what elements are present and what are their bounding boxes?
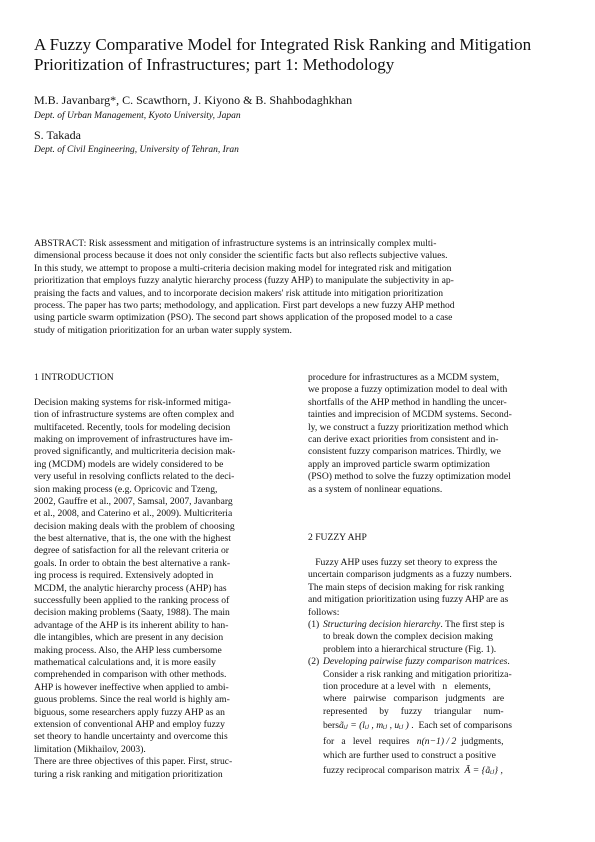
paper-title-line-1: A Fuzzy Comparative Model for Integrated Risk Ranking and Mitigation xyxy=(34,35,532,54)
list-item-line: which are further used to construct a positive xyxy=(323,750,496,762)
list-item-text: . xyxy=(507,656,510,668)
author-list-secondary: S. Takada xyxy=(34,128,81,142)
list-item-label: (1) xyxy=(308,619,320,631)
list-item-title: Structuring decision hierarchy xyxy=(323,619,441,631)
body-line: comprehended in comparison with other methods. xyxy=(34,669,227,681)
abstract-line: dimensional process because it does not only consider the scientific facts but also reflects subjective values. xyxy=(34,250,448,262)
body-line: dle intangibles, which are present in any decision xyxy=(34,632,224,644)
body-line: limitation (Mikhailov, 2003). xyxy=(34,743,146,755)
list-item-step-1 xyxy=(308,619,562,631)
body-line: consistent fuzzy comparison matrices. Thirdly, we xyxy=(308,446,501,458)
body-line: making process. Also, the AHP less cumbersome xyxy=(34,644,222,656)
body-line: apply an improved particle swarm optimization xyxy=(308,458,490,470)
list-item-title: Developing pairwise fuzzy comparison matrices xyxy=(323,656,508,668)
body-line: multifaceted. Recently, tools for modeling decision xyxy=(34,421,231,433)
body-line: can derive exact priorities from consistent and in- xyxy=(308,433,499,445)
body-line: guous problems. Since the real world is highly am- xyxy=(34,694,230,706)
judgment-count-formula: n(n−1) / 2 xyxy=(416,736,457,748)
body-line: we propose a fuzzy optimization model to deal with xyxy=(308,384,508,396)
body-line: The main steps of decision making for risk ranking xyxy=(308,581,505,593)
author-list: M.B. Javanbarg*, C. Scawthorn, J. Kiyono & B. Shahbodaghkhan xyxy=(34,93,353,107)
body-line: ly, we construct a fuzzy prioritization method which xyxy=(308,421,509,433)
body-line: uncertain comparison judgments as a fuzzy numbers. xyxy=(308,569,512,581)
paragraph-gap xyxy=(34,384,288,396)
list-item-line: to break down the complex decision making xyxy=(323,631,493,643)
inline-text: judgments, xyxy=(456,736,504,748)
right-column xyxy=(308,372,562,779)
body-line: AHP is however ineffective when applied to ambi- xyxy=(34,681,229,693)
body-line: successfully been applied to the ranking process of xyxy=(34,595,230,607)
abstract-line: study of mitigation prioritization for an urban water supply system. xyxy=(34,324,292,336)
paragraph-gap xyxy=(308,545,562,557)
author-affiliation: Dept. of Urban Management, Kyoto University, Japan xyxy=(34,111,241,121)
body-line: decision making problems (Saaty, 1988). The main xyxy=(34,607,230,619)
body-line: ing process is required. Extensively adopted in xyxy=(34,570,214,582)
body-line: Decision making systems for risk-informed mitiga- xyxy=(34,396,231,408)
section-gap xyxy=(308,496,562,520)
section-gap xyxy=(308,520,562,532)
author-affiliation-secondary: Dept. of Civil Engineering, University of Tehran, Iran xyxy=(34,145,239,155)
body-line: mathematical calculations and, it is more easily xyxy=(34,656,216,668)
body-line: follows: xyxy=(308,606,340,618)
abstract-line: ABSTRACT: Risk assessment and mitigation of infrastructure systems is an intrinsically complex multi- xyxy=(34,238,437,249)
body-line: turing a risk ranking and mitigation prioritization xyxy=(34,768,223,780)
inline-text: bers xyxy=(323,720,339,732)
abstract-line: prioritization that employs fuzzy analytic hierarchy process (fuzzy AHP) to manipulate the subjectivity in ap- xyxy=(34,275,454,287)
inline-text: fuzzy reciprocal comparison matrix xyxy=(323,764,460,776)
list-item-line xyxy=(308,718,562,734)
list-item-text: . The first step is xyxy=(440,619,505,631)
list-item-step-2 xyxy=(308,656,562,668)
body-line: tion of infrastructure systems are often complex and xyxy=(34,409,235,421)
body-line: shortfalls of the AHP method in handling the uncer- xyxy=(308,396,507,408)
list-item-line: Consider a risk ranking and mitigation prioritiza- xyxy=(323,668,512,680)
paper-title-line-2: Prioritization of Infrastructures; part 1: Methodology xyxy=(34,55,395,74)
body-line: There are three objectives of this paper. First, struc- xyxy=(34,756,233,768)
matrix-formula: Ã = {ãᵢⱼ} , xyxy=(464,764,503,776)
abstract xyxy=(34,238,562,337)
section-heading: 1 INTRODUCTION xyxy=(34,372,114,383)
abstract-line: praising the facts and values, and to incorporate decision makers' risk attitude into mitigation prioritization xyxy=(34,287,444,299)
list-item-line: tion procedure at a level with n elements, xyxy=(323,680,491,692)
abstract-line: using particle swarm optimization (PSO). The second part shows application of the proposed model to a case xyxy=(34,312,453,324)
body-line: very useful in resolving conflicts related to the deci- xyxy=(34,471,235,483)
body-line: 2002, Gauffre et al., 2007, Samsal, 2007, Javanbarg xyxy=(34,495,233,507)
body-line: decision making deals with the problem of choosing xyxy=(34,520,235,532)
body-line: (PSO) method to solve the fuzzy optimization model xyxy=(308,471,511,483)
abstract-line: process. The paper has two parts; methodology, and application. First part develops a new fuzzy AHP method xyxy=(34,299,455,311)
list-item-line: problem into a hierarchical structure (Fig. 1). xyxy=(323,643,497,655)
abstract-line: In this study, we attempt to propose a multi-criteria decision making model for integrated risk and mitigation xyxy=(34,262,452,274)
list-item-line: where pairwise comparison judgments are xyxy=(323,693,505,705)
fuzzy-number-formula: ãᵢⱼ = (lᵢⱼ , mᵢⱼ , uᵢⱼ ) xyxy=(338,720,409,732)
body-line: extension of conventional AHP and employ fuzzy xyxy=(34,718,225,730)
body-line: advantage of the AHP is its inherent ability to han- xyxy=(34,619,229,631)
body-line: degree of satisfaction for all the relevant criteria or xyxy=(34,545,229,557)
list-item-line xyxy=(308,734,562,750)
list-item-line: represented by fuzzy triangular num- xyxy=(323,705,504,717)
body-line: Fuzzy AHP uses fuzzy set theory to express the xyxy=(308,557,498,569)
body-line: and mitigation prioritization using fuzzy AHP are as xyxy=(308,594,509,606)
body-line: ing (MCDM) models are widely considered to be xyxy=(34,458,224,470)
list-item-line xyxy=(308,763,562,779)
body-line: procedure for infrastructures as a MCDM system, xyxy=(308,372,500,383)
body-line: MCDM, the analytic hierarchy process (AHP) has xyxy=(34,582,227,594)
list-item-label: (2) xyxy=(308,656,320,668)
left-column xyxy=(34,372,288,781)
body-line: as a system of nonlinear equations. xyxy=(308,483,443,495)
inline-text: for a level requires xyxy=(323,736,410,748)
body-line: tainties and imprecision of MCDM systems. Second- xyxy=(308,409,512,421)
body-line: et al., 2008, and Caterino et al., 2009). Multicriteria xyxy=(34,508,233,520)
body-line: proved significantly, and multicriteria decision mak- xyxy=(34,446,236,458)
paper-title xyxy=(34,35,564,75)
body-line: set theory to handle uncertainty and overcome this xyxy=(34,731,228,743)
body-line: sion making process (e.g. Opricovic and Tzeng, xyxy=(34,483,218,495)
body-line: the best alternative, that is, the one with the highest xyxy=(34,533,231,545)
body-line: biguous, some researchers apply fuzzy AHP as an xyxy=(34,706,225,718)
body-line: making on improvement of infrastructures have im- xyxy=(34,433,233,445)
body-line: goals. In order to obtain the best alternative a rank- xyxy=(34,557,231,569)
section-heading: 2 FUZZY AHP xyxy=(308,532,367,544)
inline-text: . Each set of comparisons xyxy=(408,720,512,732)
